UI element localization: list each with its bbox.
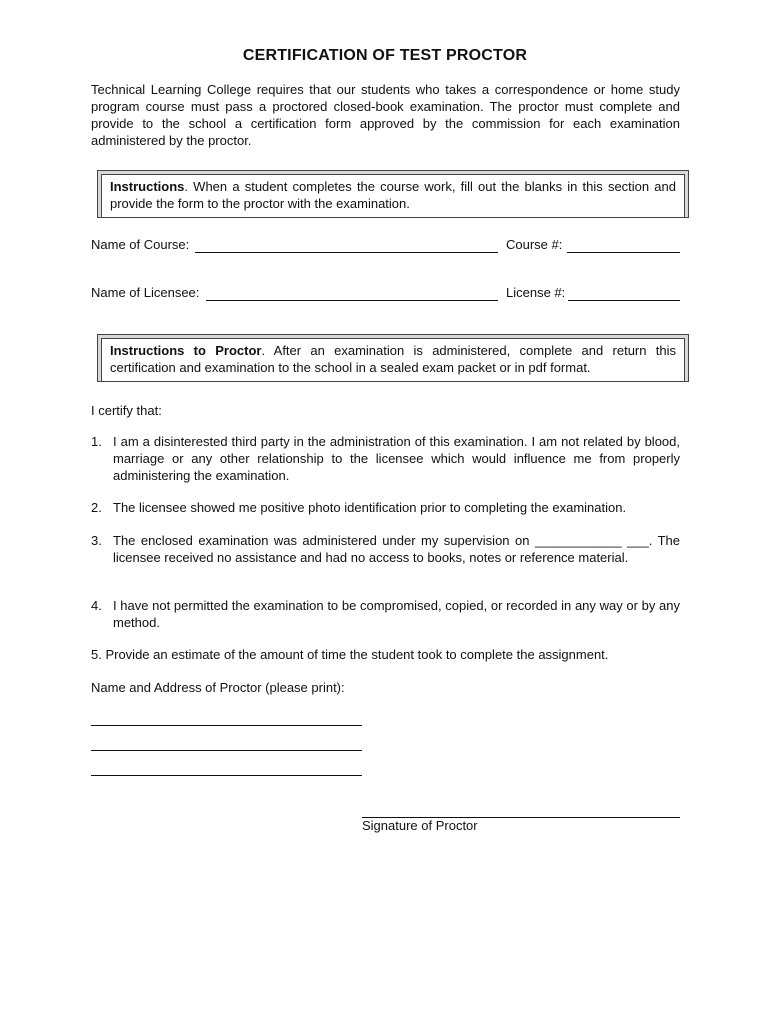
course-name-label: Name of Course: [91,237,190,252]
list-item-number: 3. [91,533,102,548]
list-item-5: 5. Provide an estimate of the amount of time the student took to complete the assignment. [91,647,609,662]
list-item-text: I have not permitted the examination to be compromised, copied, or recorded in any way or by any method. [113,598,680,630]
instructions-box [97,170,689,218]
certify-heading: I certify that: [91,403,162,418]
licensee-field-row [91,285,680,303]
list-item-number: 2. [91,500,102,515]
signature-label: Signature of Proctor [362,818,478,833]
license-number-field[interactable] [568,300,680,301]
course-number-field[interactable] [567,252,680,253]
proctor-name-label: Name and Address of Proctor (please print): [91,680,345,695]
proctor-instructions-box [97,334,689,382]
list-item-text: The licensee showed me positive photo identification prior to completing the examination. [113,500,627,515]
intro-paragraph: Technical Learning College requires that our students who takes a correspondence or home study program course must pass a proctored closed-book examination. The proctor must complete and provide to the school a certification form approved by the commission for each examination administered by the proctor. [91,82,680,148]
proctor-instructions-box-inner [101,338,685,382]
course-number-label: Course #: [506,237,563,252]
proctor-instructions-label: Instructions to Proctor [110,343,262,358]
page-title: CERTIFICATION OF TEST PROCTOR [242,47,528,64]
instructions-box-inner [101,174,685,218]
list-item-text: I am a disinterested third party in the administration of this examination. I am not related by blood, marriage or any other relationship to the licensee which would influence me from properly administering the examination. [113,434,680,483]
licensee-name-label: Name of Licensee: [91,285,200,300]
proctor-address-line-2[interactable] [91,750,362,751]
proctor-address-line-1[interactable] [91,725,362,726]
list-item-number: 1. [91,434,102,449]
license-number-label: License #: [506,285,566,300]
course-field-row [91,237,680,255]
list-item-number: 4. [91,598,102,613]
course-name-field[interactable] [195,252,498,253]
list-item-text: The enclosed examination was administered under my supervision on ____________ ___. The licensee received no assistance and had no access to books, notes or reference material. [113,533,680,565]
proctor-instructions-text: . After an examination is administered, complete and return this certification and examination to the school in a sealed exam packet or in pdf format. [110,343,676,375]
licensee-name-field[interactable] [206,300,498,301]
instructions-label: Instructions [110,179,185,194]
instructions-text: . When a student completes the course work, fill out the blanks in this section and provide the form to the proctor with the examination. [110,179,676,211]
proctor-address-line-3[interactable] [91,775,362,776]
